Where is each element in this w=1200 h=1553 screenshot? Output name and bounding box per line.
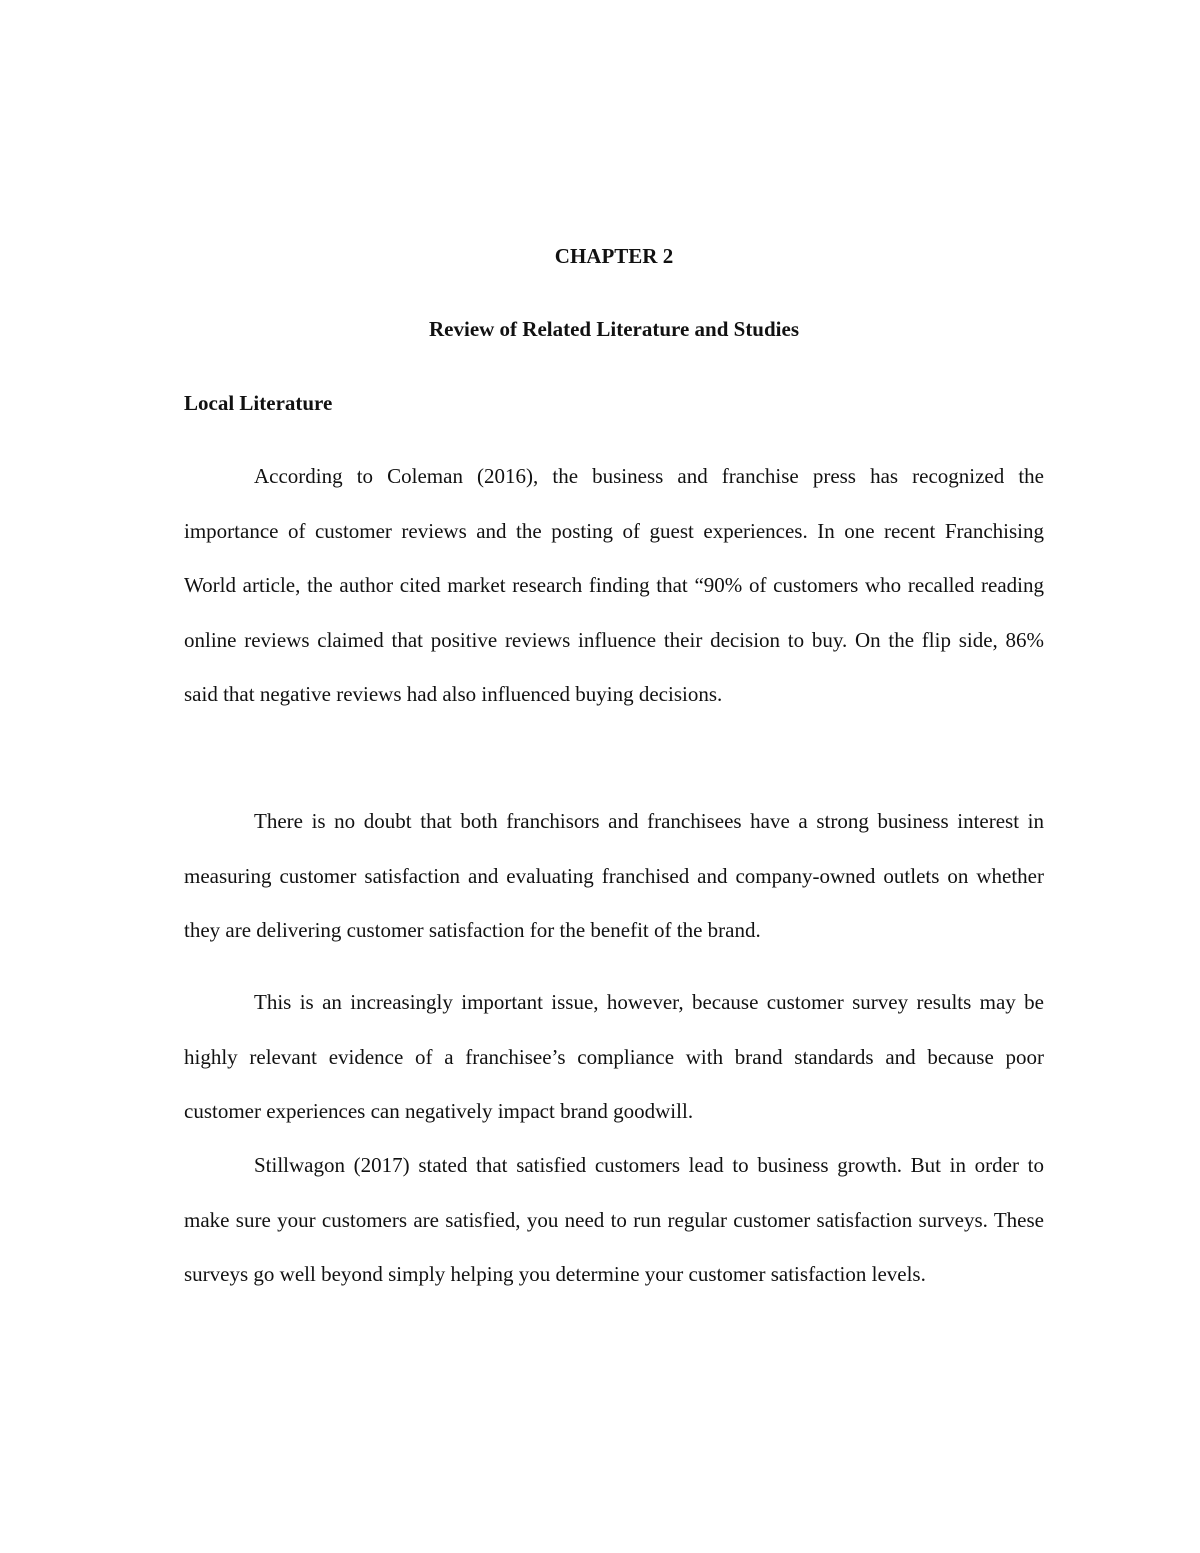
paragraph-coleman: According to Coleman (2016), the business and franchise press has recognized the importance of customer reviews and the posting of guest experiences. In one recent Franchising World article, the author cited market research finding that “90% of customers who recalled reading online reviews claimed that positive reviews influence their decision to buy. On the flip side, 86% said that negative reviews had also influenced buying decisions. [184,464,1044,706]
chapter-subtitle: Review of Related Literature and Studies [429,317,799,341]
paragraph-stillwagon: Stillwagon (2017) stated that satisfied customers lead to business growth. But in order to make sure your customers are satisfied, you need to run regular customer satisfaction surveys. These surveys go well beyond simply helping you determine your customer satisfaction levels. [184,1153,1044,1286]
chapter-title: CHAPTER 2 [554,244,674,268]
paragraph-important-issue: This is an increasingly important issue, however, because customer survey results may be highly relevant evidence of a franchisee’s compliance with brand standards and because poor customer experiences can negatively impact brand goodwill. [184,990,1044,1123]
section-heading: Local Literature [184,391,333,415]
paragraph-franchisors: There is no doubt that both franchisors and franchisees have a strong business interest in measuring customer satisfaction and evaluating franchised and company-owned outlets on whether they are delivering customer satisfaction for the benefit of the brand. [184,809,1044,942]
